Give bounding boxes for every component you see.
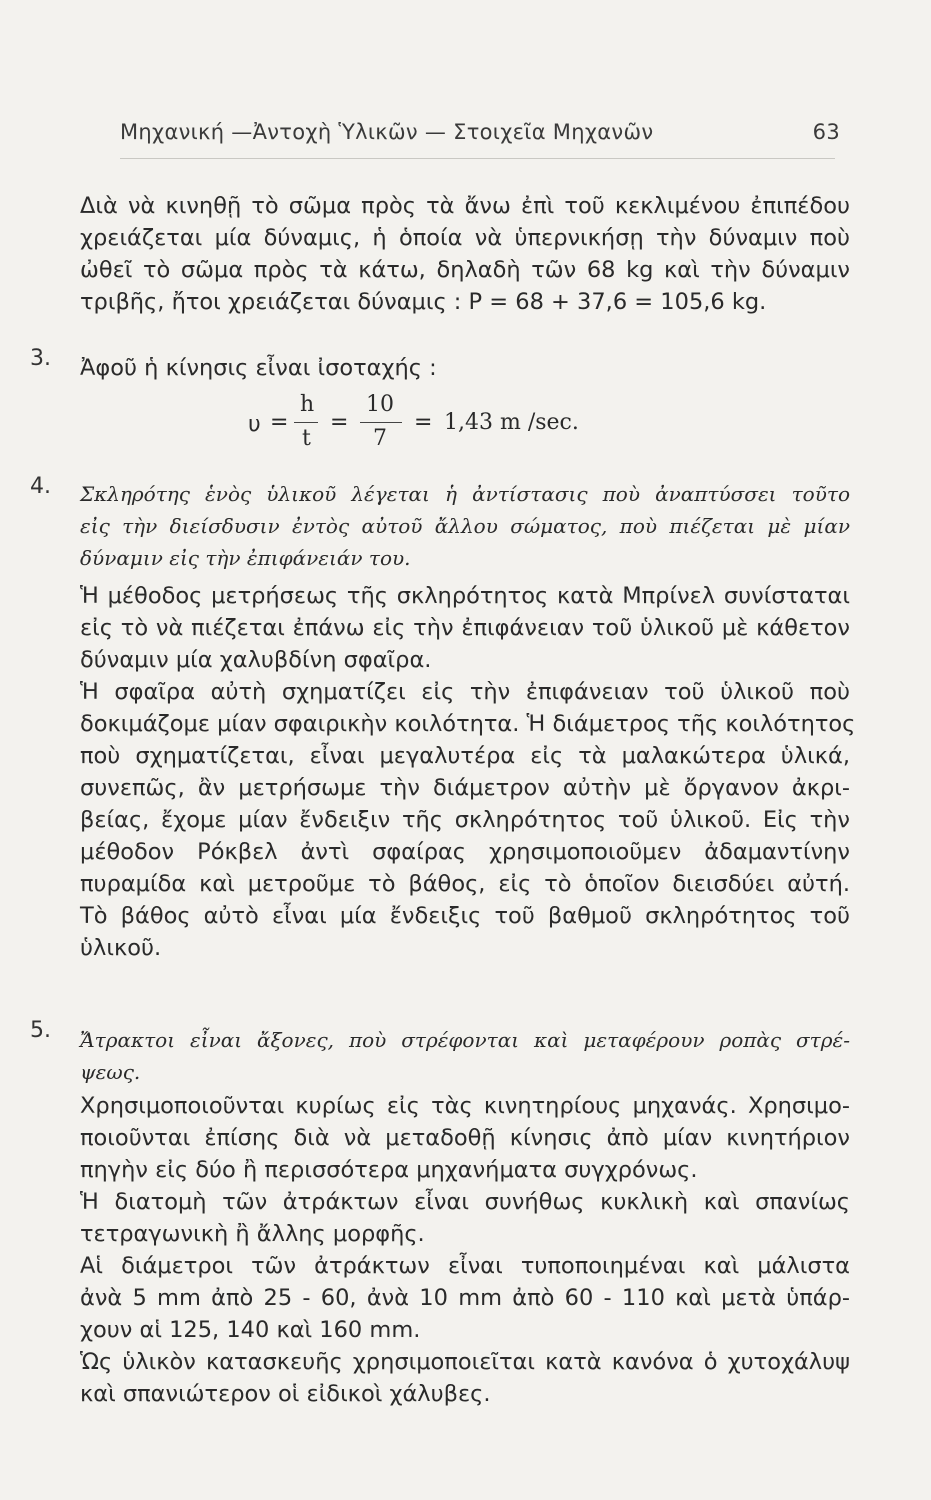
fraction-bar-2 — [360, 422, 402, 423]
text-line: Ὡς ὑλικὸν κατασκευῆς χρησιμοποιεῖται κατὰ κανόνα ὁ χυτοχάλυψ — [80, 1349, 850, 1375]
text-line: τριβῆς, ἤτοι χρειάζεται δύναμις : P = 68 + 37,6 = 105,6 kg. — [80, 289, 767, 315]
item-5-body — [80, 1090, 850, 1410]
formula-num1: h — [300, 392, 315, 417]
formula-lhs: υ — [248, 412, 261, 437]
item-5-definition — [80, 1024, 850, 1088]
text-line: Σκληρότης ἑνὸς ὑλικοῦ λέγεται ἡ ἀντίστασις ποὺ ἀναπτύσσει τοῦτο — [80, 482, 850, 506]
text-line: μέθοδον Ρόκβελ ἀντὶ σφαίρας χρησιμοποιοῦμεν ἀδαμαντίνην — [80, 839, 850, 865]
text-line: Τὸ βάθος αὐτὸ εἶναι μία ἔνδειξις τοῦ βαθμοῦ σκληρότητος τοῦ — [80, 903, 850, 929]
formula-den2: 7 — [373, 426, 387, 451]
text-line: ποὺ σχηματίζεται, εἶναι μεγαλυτέρα εἰς τὰ μαλακώτερα ὑλικά, — [80, 743, 850, 769]
text-line: εἰς τὸ νὰ πιέζεται ἐπάνω εἰς τὴν ἐπιφάνειαν τοῦ ὑλικοῦ μὲ κάθετον — [80, 615, 850, 641]
text-line: πηγὴν εἰς δύο ἢ περισσότερα μηχανήματα συγχρόνως. — [80, 1157, 698, 1183]
text-line: βείας, ἔχομε μίαν ἔνδειξιν τῆς σκληρότητος τοῦ ὑλικοῦ. Εἰς τὴν — [80, 807, 850, 833]
header-rule — [120, 158, 835, 159]
text-line: ὑλικοῦ. — [80, 935, 162, 961]
text-line: πυραμίδα καὶ μετροῦμε τὸ βάθος, εἰς τὸ ὁποῖον διεισδύει αὐτή. — [80, 871, 850, 897]
text-line: Διὰ νὰ κινηθῇ τὸ σῶμα πρὸς τὰ ἄνω ἐπὶ τοῦ κεκλιμένου ἐπιπέδου — [80, 193, 850, 219]
text-line: ἀνὰ 5 mm ἀπὸ 25 - 60, ἀνὰ 10 mm ἀπὸ 60 - 110 καὶ μετὰ ὑπάρ- — [80, 1285, 850, 1311]
item-number-5: 5. — [30, 1018, 51, 1043]
formula-eq3: = — [414, 410, 433, 435]
item-4-body — [80, 580, 856, 964]
text-line: ὠθεῖ τὸ σῶμα πρὸς τὰ κάτω, δηλαδὴ τῶν 68 kg καὶ τὴν δύναμιν — [80, 257, 850, 283]
text-line: δύναμιν μία χαλυβδίνη σφαῖρα. — [80, 647, 432, 673]
text-line: δοκιμάζομε μίαν σφαιρικὴν κοιλότητα. Ἡ διάμετρος τῆς κοιλότητος — [80, 711, 856, 737]
item-4-definition — [80, 478, 850, 574]
item-3-text — [80, 352, 850, 384]
text-line: Χρησιμοποιοῦνται κυρίως εἰς τὰς κινητηρίους μηχανάς. Χρησιμο- — [80, 1093, 850, 1119]
text-line: τετραγωνικὴ ἢ ἄλλης μορφῆς. — [80, 1221, 425, 1247]
text-line: συνεπῶς, ἂν μετρήσωμε τὴν διάμετρον αὐτὴν μὲ ὄργανον ἀκρι- — [80, 775, 850, 801]
text-line: εἰς τὴν διείσδυσιν ἐντὸς αὐτοῦ ἄλλου σώματος, ποὺ πιέζεται μὲ μίαν — [80, 514, 850, 538]
item-number-3: 3. — [30, 346, 51, 371]
text-line: Ἀφοῦ ἡ κίνησις εἶναι ἰσοταχής : — [80, 355, 437, 381]
text-line: Ἡ διατομὴ τῶν ἀτράκτων εἶναι συνήθως κυκλικὴ καὶ σπανίως — [80, 1189, 850, 1215]
text-line: χουν αἱ 125, 140 καὶ 160 mm. — [80, 1317, 421, 1343]
formula-eq2: = — [330, 410, 349, 435]
text-line: ποιοῦνται ἐπίσης διὰ νὰ μεταδοθῇ κίνησις ἀπὸ μίαν κινητήριον — [80, 1125, 850, 1151]
text-line: δύναμιν εἰς τὴν ἐπιφάνειάν του. — [80, 546, 411, 570]
running-header — [120, 120, 840, 144]
formula-result: 1,43 m /sec. — [444, 410, 579, 435]
text-line: Ἡ μέθοδος μετρήσεως τῆς σκληρότητος κατὰ Μπρίνελ συνίσταται — [80, 583, 850, 609]
page-number: 63 — [812, 120, 840, 144]
text-line: Ἡ σφαῖρα αὐτὴ σχηματίζει εἰς τὴν ἐπιφάνειαν τοῦ ὑλικοῦ ποὺ — [80, 679, 850, 705]
text-line: ψεως. — [80, 1060, 141, 1084]
formula-den1: t — [302, 426, 311, 451]
text-line: Ἄτρακτοι εἶναι ἄξονες, ποὺ στρέφονται καὶ μεταφέρουν ροπὰς στρέ- — [80, 1028, 850, 1052]
text-line: χρειάζεται μία δύναμις, ἡ ὁποία νὰ ὑπερνικήσῃ τὴν δύναμιν ποὺ — [80, 225, 850, 251]
formula-num2: 10 — [366, 392, 394, 417]
formula-eq1: = — [270, 410, 289, 435]
paragraph-incline-force — [80, 190, 850, 318]
header-title: Μηχανική —Ἀντοχὴ Ὑλικῶν — Στοιχεῖα Μηχανῶν — [120, 120, 654, 144]
text-line: Αἱ διάμετροι τῶν ἀτράκτων εἶναι τυποποιημέναι καὶ μάλιστα — [80, 1253, 850, 1279]
item-number-4: 4. — [30, 474, 51, 499]
text-line: καὶ σπανιώτερον οἱ εἰδικοὶ χάλυβες. — [80, 1381, 491, 1407]
fraction-bar-1 — [294, 422, 318, 423]
